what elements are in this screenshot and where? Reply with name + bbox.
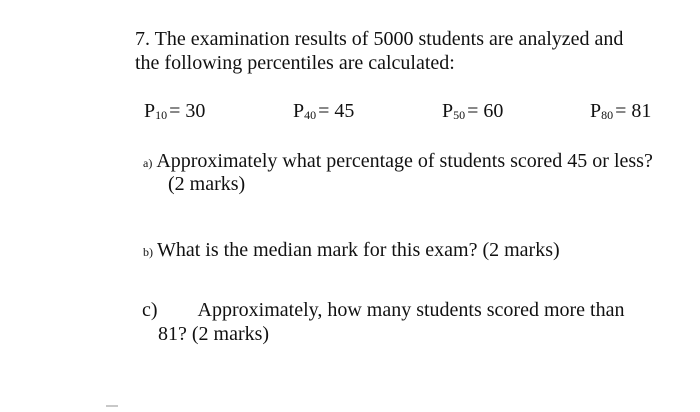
part-b-letter: b) [143, 245, 153, 259]
percentile-subscript: 40 [304, 108, 317, 122]
percentile-symbol: P [293, 100, 305, 122]
part-c-letter: c) [142, 299, 158, 321]
question-intro-line-1: 7. The examination results of 5000 students are analyzed and [135, 28, 624, 50]
percentile-subscript: 10 [155, 108, 168, 122]
percentile-p10 [144, 99, 205, 125]
percentile-symbol: P [590, 100, 602, 122]
part-b-line-1 [143, 238, 560, 264]
percentile-value: = 45 [318, 100, 355, 122]
question-intro-line-2: the following percentiles are calculated: [135, 52, 455, 74]
part-a-letter: a) [143, 156, 153, 170]
part-c-text: Approximately, how many students scored more than [197, 299, 625, 321]
percentile-symbol: P [442, 100, 454, 122]
percentile-value: = 60 [467, 100, 504, 122]
percentile-p50 [442, 99, 503, 125]
scan-corner-mark [106, 405, 118, 407]
part-b-text: What is the median mark for this exam? (2 marks) [157, 239, 560, 261]
percentile-value: = 81 [615, 100, 652, 122]
part-a-line-2: (2 marks) [168, 173, 246, 195]
part-c-line-1 [142, 298, 625, 322]
percentile-subscript: 80 [601, 108, 614, 122]
percentile-p40 [293, 99, 354, 125]
percentile-subscript: 50 [453, 108, 466, 122]
percentile-symbol: P [144, 100, 156, 122]
part-a-text: Approximately what percentage of students scored 45 or less? [156, 150, 653, 172]
percentile-value: = 30 [169, 100, 206, 122]
percentile-p80 [590, 99, 651, 125]
part-c-line-2: 81? (2 marks) [158, 323, 270, 345]
